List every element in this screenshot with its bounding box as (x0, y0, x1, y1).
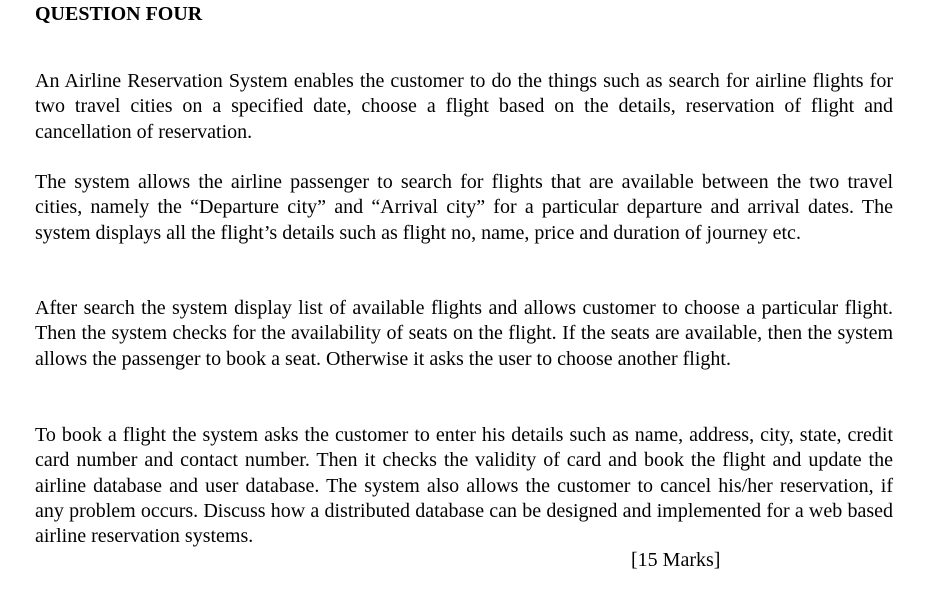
paragraph-introduction: An Airline Reservation System enables the customer to do the things such as search for airline flights for two travel cities on a specified date, choose a flight based on the details, reservation of flight and cancellation of reservation. (35, 70, 893, 143)
paragraph-seat-availability: After search the system display list of available flights and allows customer to choose a particular flight. Then the system checks for the availability of seats on the flight. If the seats are available, then the system allows the passenger to book a seat. Otherwise it asks the user to choose another flight. (35, 297, 893, 370)
paragraph-flight-search: The system allows the airline passenger to search for flights that are available between the two travel cities, namely the “Departure city” and “Arrival city” for a particular departure and arrival dates. The system displays all the flight’s details such as flight no, name, price and duration of journey etc. (35, 171, 893, 244)
paragraph-booking-and-task: To book a flight the system asks the customer to enter his details such as name, address, city, state, credit card number and contact number. Then it checks the validity of card and book the flight and update the airline database and user database. The system also allows the customer to cancel his/her reservation, if any problem occurs. Discuss how a distributed database can be designed and implemented for a web based airline reservation systems. (35, 424, 893, 548)
question-heading: QUESTION FOUR (35, 3, 203, 25)
marks-allocation: [15 Marks] (631, 549, 721, 571)
